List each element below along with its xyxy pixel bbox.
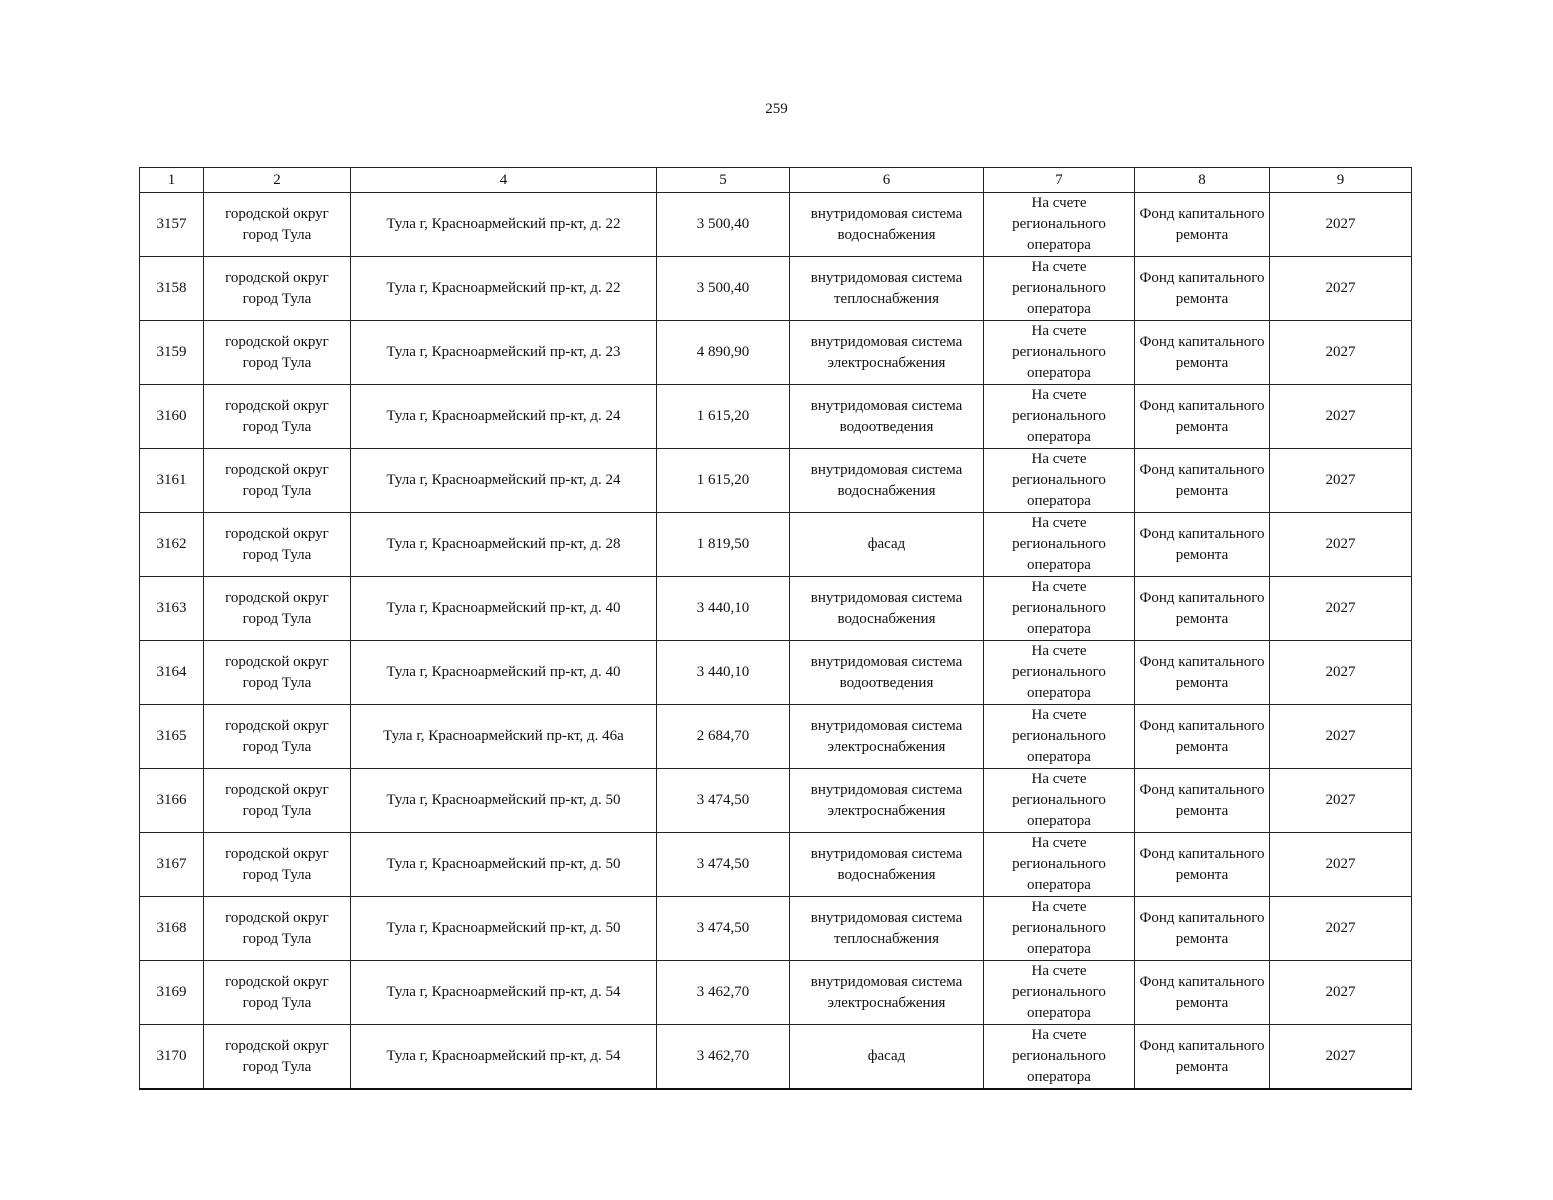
work-type-cell: фасад (790, 1025, 984, 1090)
work-type-cell: внутридомовая система электроснабжения (790, 769, 984, 833)
address-cell: Тула г, Красноармейский пр-кт, д. 54 (351, 1025, 657, 1090)
year-cell: 2027 (1270, 321, 1412, 385)
row-number-cell: 3169 (140, 961, 204, 1025)
address-cell: Тула г, Красноармейский пр-кт, д. 28 (351, 513, 657, 577)
municipality-cell: городской округ город Тула (204, 961, 351, 1025)
address-cell: Тула г, Красноармейский пр-кт, д. 24 (351, 385, 657, 449)
funding-source-cell: Фонд капитального ремонта (1135, 321, 1270, 385)
area-cell: 3 474,50 (657, 833, 790, 897)
table-row (140, 513, 1412, 577)
table-row (140, 641, 1412, 705)
account-cell: На счете регионального оператора (984, 897, 1135, 961)
row-number-cell: 3160 (140, 385, 204, 449)
area-cell: 3 500,40 (657, 257, 790, 321)
year-cell: 2027 (1270, 193, 1412, 257)
row-number-cell: 3166 (140, 769, 204, 833)
column-header: 8 (1135, 168, 1270, 193)
year-cell: 2027 (1270, 897, 1412, 961)
address-cell: Тула г, Красноармейский пр-кт, д. 40 (351, 577, 657, 641)
year-cell: 2027 (1270, 705, 1412, 769)
account-cell: На счете регионального оператора (984, 769, 1135, 833)
address-cell: Тула г, Красноармейский пр-кт, д. 50 (351, 897, 657, 961)
account-cell: На счете регионального оператора (984, 193, 1135, 257)
table-body (140, 193, 1412, 1090)
row-number-cell: 3164 (140, 641, 204, 705)
row-number-cell: 3163 (140, 577, 204, 641)
area-cell: 3 440,10 (657, 641, 790, 705)
account-cell: На счете регионального оператора (984, 257, 1135, 321)
address-cell: Тула г, Красноармейский пр-кт, д. 50 (351, 833, 657, 897)
column-header: 1 (140, 168, 204, 193)
account-cell: На счете регионального оператора (984, 385, 1135, 449)
column-header: 2 (204, 168, 351, 193)
work-type-cell: внутридомовая система водоотведения (790, 385, 984, 449)
table-row (140, 897, 1412, 961)
address-cell: Тула г, Красноармейский пр-кт, д. 54 (351, 961, 657, 1025)
address-cell: Тула г, Красноармейский пр-кт, д. 22 (351, 193, 657, 257)
work-type-cell: внутридомовая система водоотведения (790, 641, 984, 705)
funding-source-cell: Фонд капитального ремонта (1135, 449, 1270, 513)
funding-source-cell: Фонд капитального ремонта (1135, 641, 1270, 705)
table-row (140, 193, 1412, 257)
address-cell: Тула г, Красноармейский пр-кт, д. 23 (351, 321, 657, 385)
column-header: 9 (1270, 168, 1412, 193)
account-cell: На счете регионального оператора (984, 577, 1135, 641)
area-cell: 3 462,70 (657, 1025, 790, 1090)
page-number: 259 (765, 101, 788, 117)
address-cell: Тула г, Красноармейский пр-кт, д. 22 (351, 257, 657, 321)
account-cell: На счете регионального оператора (984, 1025, 1135, 1090)
area-cell: 4 890,90 (657, 321, 790, 385)
account-cell: На счете регионального оператора (984, 961, 1135, 1025)
funding-source-cell: Фонд капитального ремонта (1135, 385, 1270, 449)
row-number-cell: 3158 (140, 257, 204, 321)
account-cell: На счете регионального оператора (984, 641, 1135, 705)
municipality-cell: городской округ город Тула (204, 769, 351, 833)
account-cell: На счете регионального оператора (984, 321, 1135, 385)
header-row (140, 168, 1412, 193)
table-row (140, 961, 1412, 1025)
work-type-cell: внутридомовая система водоснабжения (790, 577, 984, 641)
column-header: 5 (657, 168, 790, 193)
area-cell: 3 440,10 (657, 577, 790, 641)
table-row (140, 705, 1412, 769)
table-row (140, 577, 1412, 641)
table-row (140, 1025, 1412, 1090)
funding-source-cell: Фонд капитального ремонта (1135, 961, 1270, 1025)
table-row (140, 833, 1412, 897)
account-cell: На счете регионального оператора (984, 513, 1135, 577)
municipality-cell: городской округ город Тула (204, 897, 351, 961)
column-header: 6 (790, 168, 984, 193)
year-cell: 2027 (1270, 833, 1412, 897)
year-cell: 2027 (1270, 449, 1412, 513)
row-number-cell: 3157 (140, 193, 204, 257)
address-cell: Тула г, Красноармейский пр-кт, д. 24 (351, 449, 657, 513)
year-cell: 2027 (1270, 1025, 1412, 1090)
funding-source-cell: Фонд капитального ремонта (1135, 193, 1270, 257)
account-cell: На счете регионального оператора (984, 705, 1135, 769)
year-cell: 2027 (1270, 257, 1412, 321)
capital-repair-table (139, 167, 1412, 1090)
year-cell: 2027 (1270, 961, 1412, 1025)
funding-source-cell: Фонд капитального ремонта (1135, 577, 1270, 641)
table-row (140, 449, 1412, 513)
year-cell: 2027 (1270, 513, 1412, 577)
municipality-cell: городской округ город Тула (204, 449, 351, 513)
year-cell: 2027 (1270, 769, 1412, 833)
municipality-cell: городской округ город Тула (204, 321, 351, 385)
address-cell: Тула г, Красноармейский пр-кт, д. 46а (351, 705, 657, 769)
row-number-cell: 3162 (140, 513, 204, 577)
municipality-cell: городской округ город Тула (204, 833, 351, 897)
municipality-cell: городской округ город Тула (204, 577, 351, 641)
year-cell: 2027 (1270, 385, 1412, 449)
account-cell: На счете регионального оператора (984, 833, 1135, 897)
area-cell: 1 819,50 (657, 513, 790, 577)
row-number-cell: 3165 (140, 705, 204, 769)
row-number-cell: 3161 (140, 449, 204, 513)
municipality-cell: городской округ город Тула (204, 641, 351, 705)
table-row (140, 769, 1412, 833)
area-cell: 3 474,50 (657, 769, 790, 833)
work-type-cell: внутридомовая система теплоснабжения (790, 257, 984, 321)
funding-source-cell: Фонд капитального ремонта (1135, 769, 1270, 833)
table-header (140, 168, 1412, 193)
address-cell: Тула г, Красноармейский пр-кт, д. 50 (351, 769, 657, 833)
work-type-cell: фасад (790, 513, 984, 577)
area-cell: 3 500,40 (657, 193, 790, 257)
area-cell: 1 615,20 (657, 385, 790, 449)
work-type-cell: внутридомовая система электроснабжения (790, 321, 984, 385)
table-row (140, 385, 1412, 449)
row-number-cell: 3167 (140, 833, 204, 897)
row-number-cell: 3170 (140, 1025, 204, 1090)
row-number-cell: 3159 (140, 321, 204, 385)
area-cell: 3 462,70 (657, 961, 790, 1025)
work-type-cell: внутридомовая система теплоснабжения (790, 897, 984, 961)
municipality-cell: городской округ город Тула (204, 705, 351, 769)
work-type-cell: внутридомовая система электроснабжения (790, 961, 984, 1025)
funding-source-cell: Фонд капитального ремонта (1135, 513, 1270, 577)
funding-source-cell: Фонд капитального ремонта (1135, 1025, 1270, 1090)
table-row (140, 257, 1412, 321)
funding-source-cell: Фонд капитального ремонта (1135, 897, 1270, 961)
area-cell: 2 684,70 (657, 705, 790, 769)
year-cell: 2027 (1270, 641, 1412, 705)
municipality-cell: городской округ город Тула (204, 1025, 351, 1090)
funding-source-cell: Фонд капитального ремонта (1135, 833, 1270, 897)
work-type-cell: внутридомовая система электроснабжения (790, 705, 984, 769)
municipality-cell: городской округ город Тула (204, 385, 351, 449)
funding-source-cell: Фонд капитального ремонта (1135, 257, 1270, 321)
table-row (140, 321, 1412, 385)
municipality-cell: городской округ город Тула (204, 257, 351, 321)
work-type-cell: внутридомовая система водоснабжения (790, 193, 984, 257)
year-cell: 2027 (1270, 577, 1412, 641)
address-cell: Тула г, Красноармейский пр-кт, д. 40 (351, 641, 657, 705)
area-cell: 1 615,20 (657, 449, 790, 513)
funding-source-cell: Фонд капитального ремонта (1135, 705, 1270, 769)
account-cell: На счете регионального оператора (984, 449, 1135, 513)
work-type-cell: внутридомовая система водоснабжения (790, 833, 984, 897)
municipality-cell: городской округ город Тула (204, 513, 351, 577)
municipality-cell: городской округ город Тула (204, 193, 351, 257)
column-header: 7 (984, 168, 1135, 193)
area-cell: 3 474,50 (657, 897, 790, 961)
row-number-cell: 3168 (140, 897, 204, 961)
work-type-cell: внутридомовая система водоснабжения (790, 449, 984, 513)
column-header: 4 (351, 168, 657, 193)
